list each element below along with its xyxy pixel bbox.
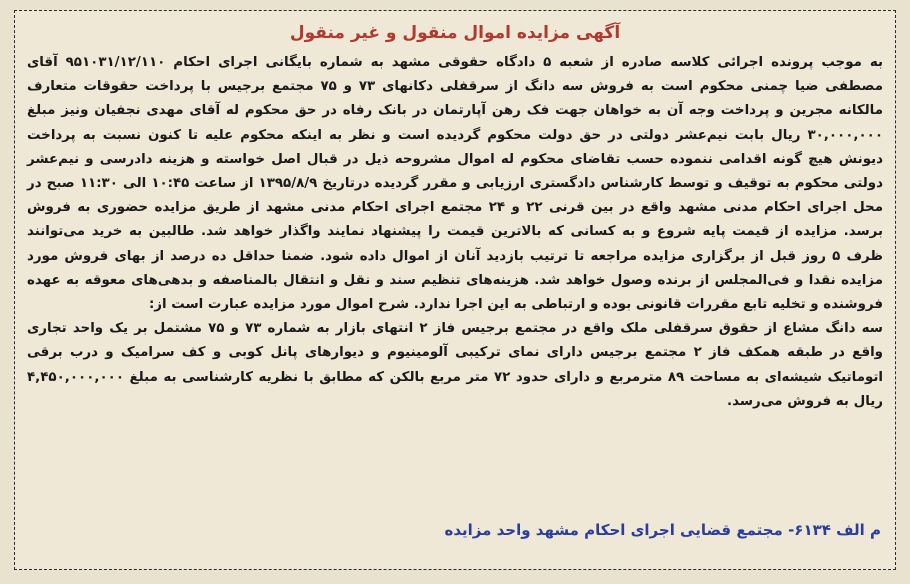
notice-footer: م الف ۶۱۳۴- مجتمع قضایی اجرای احکام مشهد واحد مزایده [444, 521, 881, 539]
notice-body [27, 51, 883, 414]
auction-notice [14, 10, 896, 570]
notice-paragraph: به موجب پرونده اجرائی کلاسه صادره از شعبه ۵ دادگاه حقوقی مشهد به شماره بایگانی اجرای احکام ۹۵۱۰۳۱/۱۲/۱۱۰ آقای مصطفی ضیا چمنی محکوم است به فروش سه دانگ از سرقفلی دکانهای ۷۳ و ۷۵ مجتمع برجیس با پرداخت حقوقات متعارف مالکانه مجرین و پرداخت وجه آن به خواهان جهت فک رهن آپارتمان در بانک رفاه در حق محکوم له آقای مهدی نجفیان ونیز مبلغ ۳۰,۰۰۰,۰۰۰ ریال بابت نیم‌عشر دولتی در حق دولت محکوم گردیده است و نظر به اینکه محکوم علیه تا کنون نسبت به پرداخت دیونش هیچ گونه اقدامی ننموده حسب تقاضای محکوم له اموال مشروحه ذیل در قبال اصل خواسته و هزینه دادرسی و نیم‌عشر دولتی محکوم به توقیف و توسط کارشناس دادگستری ارزیابی و مقرر گردیده درتاریخ ۱۳۹۵/۸/۹ از ساعت ۱۰:۴۵ الی ۱۱:۳۰ صبح در محل اجرای احکام مدنی مشهد واقع در بین قرنی ۲۲ و ۲۴ مجتمع اجرای احکام مدنی مشهد از طریق مزایده حضوری به فروش برسد. مزایده از قیمت پایه شروع و به کسانی که بالاترین قیمت را پیشنهاد نمایند واگذار خواهد شد. طالبین به خرید می‌توانند ظرف ۵ روز قبل از برگزاری مزایده مراجعه تا ترتیب بازدید آنان از اموال داده شود. ضمنا حداقل ده درصد از بهای فروش مورد مزایده نقدا و فی‌المجلس از برنده وصول خواهد شد. هزینه‌های تنظیم سند و نقل و انتقال بالمناصفه و بدهی‌های معوقه به عهده فروشنده و تخلیه تابع مقررات قانونی بوده و ارتباطی به این اجرا ندارد. شرح اموال مورد مزایده عبارت است از: [27, 55, 883, 313]
notice-paragraph: سه دانگ مشاع از حقوق سرقفلی ملک واقع در مجتمع برجیس فاز ۲ انتهای بازار به شماره ۷۳ و ۷۵ مشتمل بر یک واحد تجاری واقع در طبقه همکف فاز ۲ مجتمع برجیس دارای نمای ترکیبی آلومینیوم و دیوارهای پانل کوبی و کف سرامیک و درب برقی اتوماتیک شیشه‌ای به مساحت ۸۹ مترمربع و دارای حدود ۷۲ متر مربع بالکن که مطابق با نظریه کارشناسی به مبلغ ۴,۴۵۰,۰۰۰,۰۰۰ ریال به فروش می‌رسد. [27, 321, 883, 409]
notice-title: آگهی مزایده اموال منقول و غیر منقول [289, 23, 621, 43]
